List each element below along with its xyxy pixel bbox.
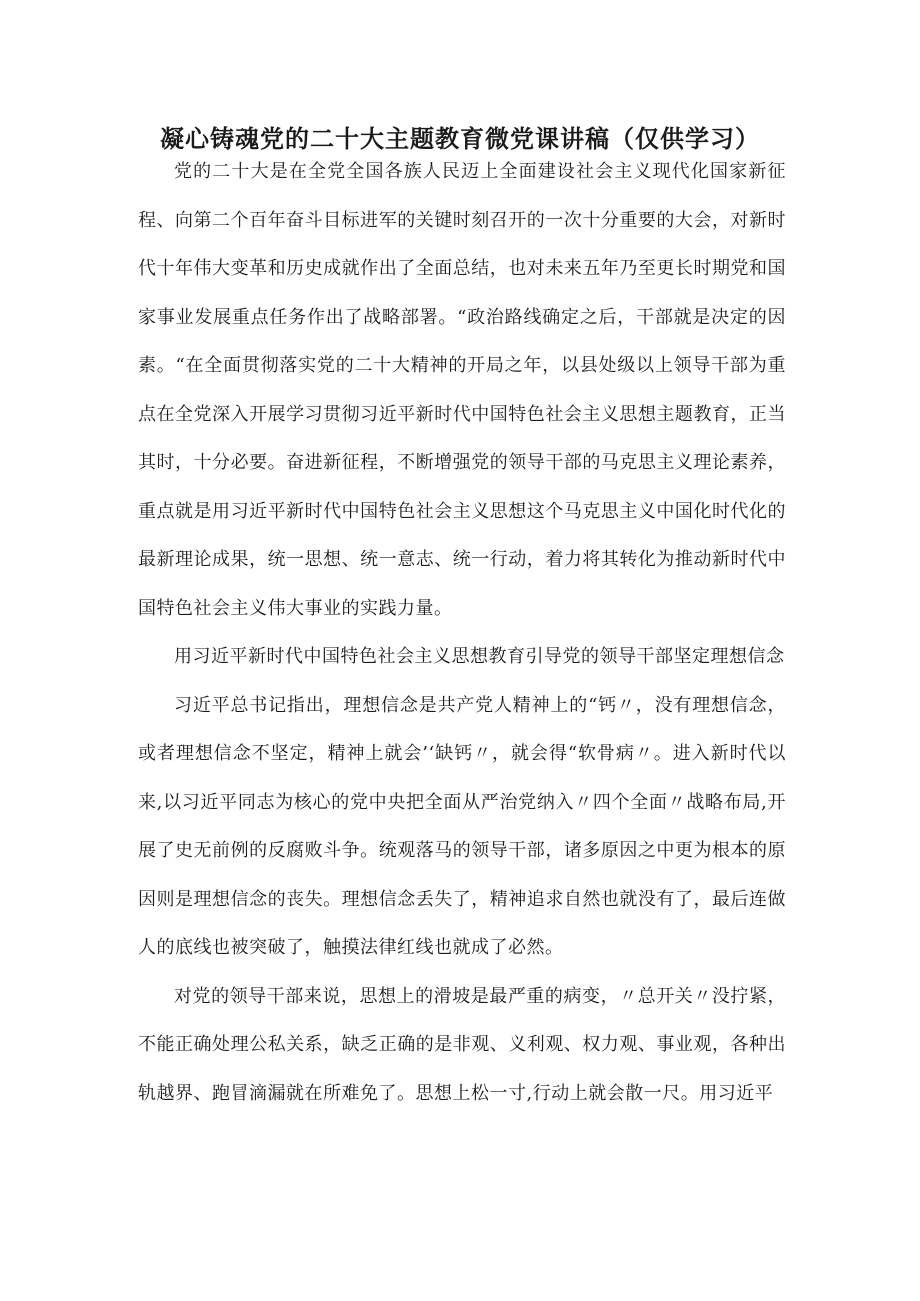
document-title: 凝心铸魂党的二十大主题教育微党课讲稿（仅供学习） — [160, 125, 760, 153]
paragraph-ideological-slide: 对党的领导干部来说，思想上的滑坡是最严重的病变，〃总开关〃没拧紧，不能正确处理公私关系，缺乏正确的是非观、义利观、权力观、事业观，各种出轨越界、跑冒滴漏就在所难免了。思想上松一寸,行动上就会散一尺。用习近平 — [138, 985, 786, 1104]
paragraph-calcium: 习近平总书记指出，理想信念是共产党人精神上的“钙〃，没有理想信念，或者理想信念不坚定，精神上就会’‘缺钙〃，就会得“软骨病〃。进入新时代以来,以习近平同志为核心的党中央把全面从严治党纳入〃四个全面〃战略布局,开展了史无前例的反腐败斗争。统观落马的领导干部，诸多原因之中更为根本的原因则是理想信念的丧失。理想信念丢失了，精神追求自然也就没有了，最后连做人的底线也被突破了，触摸法律红线也就成了必然。 — [138, 694, 786, 958]
paragraph-intro: 党的二十大是在全党全国各族人民迈上全面建设社会主义现代化国家新征程、向第二个百年奋斗目标进军的关键时刻召开的一次十分重要的大会，对新时代十年伟大变革和历史成就作出了全面总结，也对未来五年乃至更长时期党和国家事业发展重点任务作出了战略部署。“政治路线确定之后，干部就是决定的因素。“在全面贯彻落实党的二十大精神的开局之年，以县处级以上领导干部为重点在全党深入开展学习贯彻习近平新时代中国特色社会主义思想主题教育，正当其时，十分必要。奋进新征程，不断增强党的领导干部的马克思主义理论素养，重点就是用习近平新时代中国特色社会主义思想这个马克思主义中国化时代化的最新理论成果，统一思想、统一意志、统一行动，着力将其转化为推动新时代中国特色社会主义伟大事业的实践力量。 — [138, 161, 786, 619]
section-heading-ideals: 用习近平新时代中国特色社会主义思想教育引导党的领导干部坚定理想信念 — [174, 646, 785, 667]
document-body — [138, 148, 786, 1118]
